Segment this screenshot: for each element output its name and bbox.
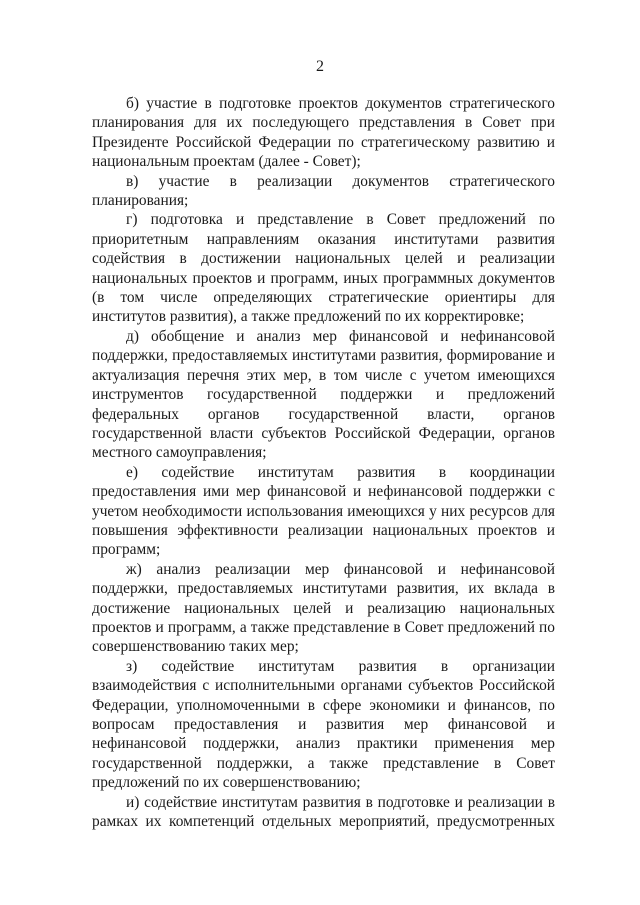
paragraph-i: и) содействие институтам развития в подготовке и реализации в рамках их компетенций отдельных мероприятий, предусмотренных — [92, 793, 555, 831]
paragraph-g: г) подготовка и представление в Совет предложений по приоритетным направлениям оказания институтами развития содействия в достижении национальных целей и реализации национальных проектов и программ, иных программных документов (в том числе определяющих стратегические ориентиры для институтов развития), а также предложений по их корректировке; — [92, 211, 555, 326]
paragraph-z: з) содействие институтам развития в организации взаимодействия с исполнительными органами субъектов Российской Федерации, уполномоченными в сфере экономики и финансов, по вопросам предоставления и развития мер финансовой и нефинансовой поддержки, анализ практики применения мер государственной поддержки, а также представление в Совет предложений по их совершенствованию; — [92, 657, 555, 792]
paragraph-v: в) участие в реализации документов стратегического планирования; — [92, 172, 555, 210]
paragraph-b: б) участие в подготовке проектов документов стратегического планирования для их последующего представления в Совет при Президенте Российской Федерации по стратегическому развитию и национальным проектам (далее - Совет); — [92, 95, 555, 171]
document-body — [92, 94, 555, 831]
paragraph-zh: ж) анализ реализации мер финансовой и нефинансовой поддержки, предоставляемых институтами развития, их вклада в достижение национальных целей и реализацию национальных проектов и программ, а также представление в Совет предложений по совершенствованию таких мер; — [92, 560, 555, 656]
page-number: 2 — [316, 58, 324, 75]
paragraph-e: е) содействие институтам развития в координации предоставления ими мер финансовой и нефинансовой поддержки с учетом необходимости использования имеющихся у них ресурсов для повышения эффективности реализации национальных проектов и программ; — [92, 463, 555, 559]
paragraph-d: д) обобщение и анализ мер финансовой и нефинансовой поддержки, предоставляемых институтами развития, формирование и актуализация перечня этих мер, в том числе с учетом имеющихся инструментов государственной поддержки и предложений федеральных органов государственной власти, органов государственной власти субъектов Российской Федерации, органов местного самоуправления; — [92, 327, 555, 462]
